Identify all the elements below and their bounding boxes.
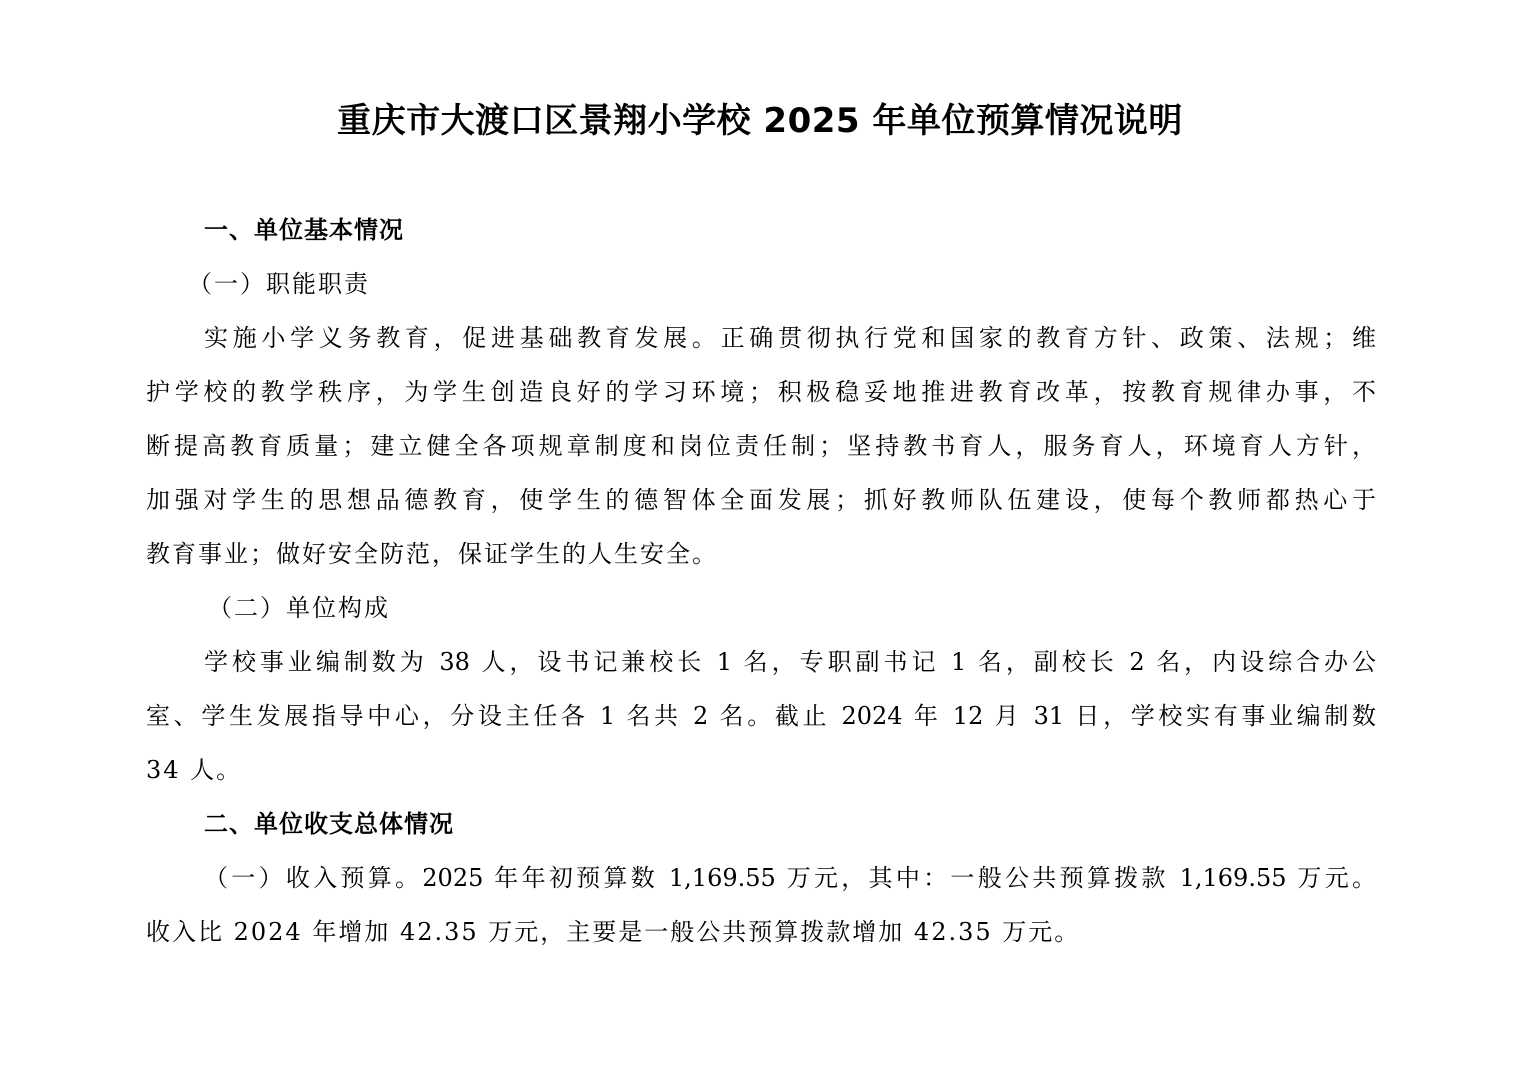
composition-paragraph-line: 室、学生发展指导中心，分设主任各 1 名共 2 名。截止 2024 年 12 月 31 日，学校实有事业编制数 xyxy=(146,702,1376,730)
section-heading-basic-info: 一、单位基本情况 xyxy=(204,216,404,244)
income-paragraph-line: 收入比 2024 年增加 42.35 万元，主要是一般公共预算拨款增加 42.35 万元。 xyxy=(146,918,1081,946)
duties-paragraph-line: 护学校的教学秩序，为学生创造良好的学习环境；积极稳妥地推进教育改革，按教育规律办事，不 xyxy=(146,378,1376,406)
duties-paragraph-line: 实施小学义务教育，促进基础教育发展。正确贯彻执行党和国家的教育方针、政策、法规；维 xyxy=(204,324,1376,352)
composition-paragraph-line: 34 人。 xyxy=(146,756,243,784)
duties-paragraph-line: 断提高教育质量；建立健全各项规章制度和岗位责任制；坚持教书育人，服务育人，环境育人方针， xyxy=(146,432,1376,460)
duties-paragraph-line: 教育事业；做好安全防范，保证学生的人生安全。 xyxy=(146,540,718,568)
income-paragraph-line: （一）收入预算。2025 年年初预算数 1,169.55 万元，其中：一般公共预算拨款 1,169.55 万元。 xyxy=(204,864,1376,892)
composition-paragraph-line: 学校事业编制数为 38 人，设书记兼校长 1 名，专职副书记 1 名，副校长 2 名，内设综合办公 xyxy=(204,648,1376,676)
duties-paragraph-line: 加强对学生的思想品德教育，使学生的德智体全面发展；抓好教师队伍建设，使每个教师都热心于 xyxy=(146,486,1376,514)
document-body xyxy=(146,203,1376,959)
document-title: 重庆市大渡口区景翔小学校 2025 年单位预算情况说明 xyxy=(337,101,1183,141)
subsection-heading-duties: （一）职能职责 xyxy=(188,270,370,298)
section-heading-budget-overview: 二、单位收支总体情况 xyxy=(204,810,454,838)
subsection-heading-composition: （二）单位构成 xyxy=(208,594,390,622)
